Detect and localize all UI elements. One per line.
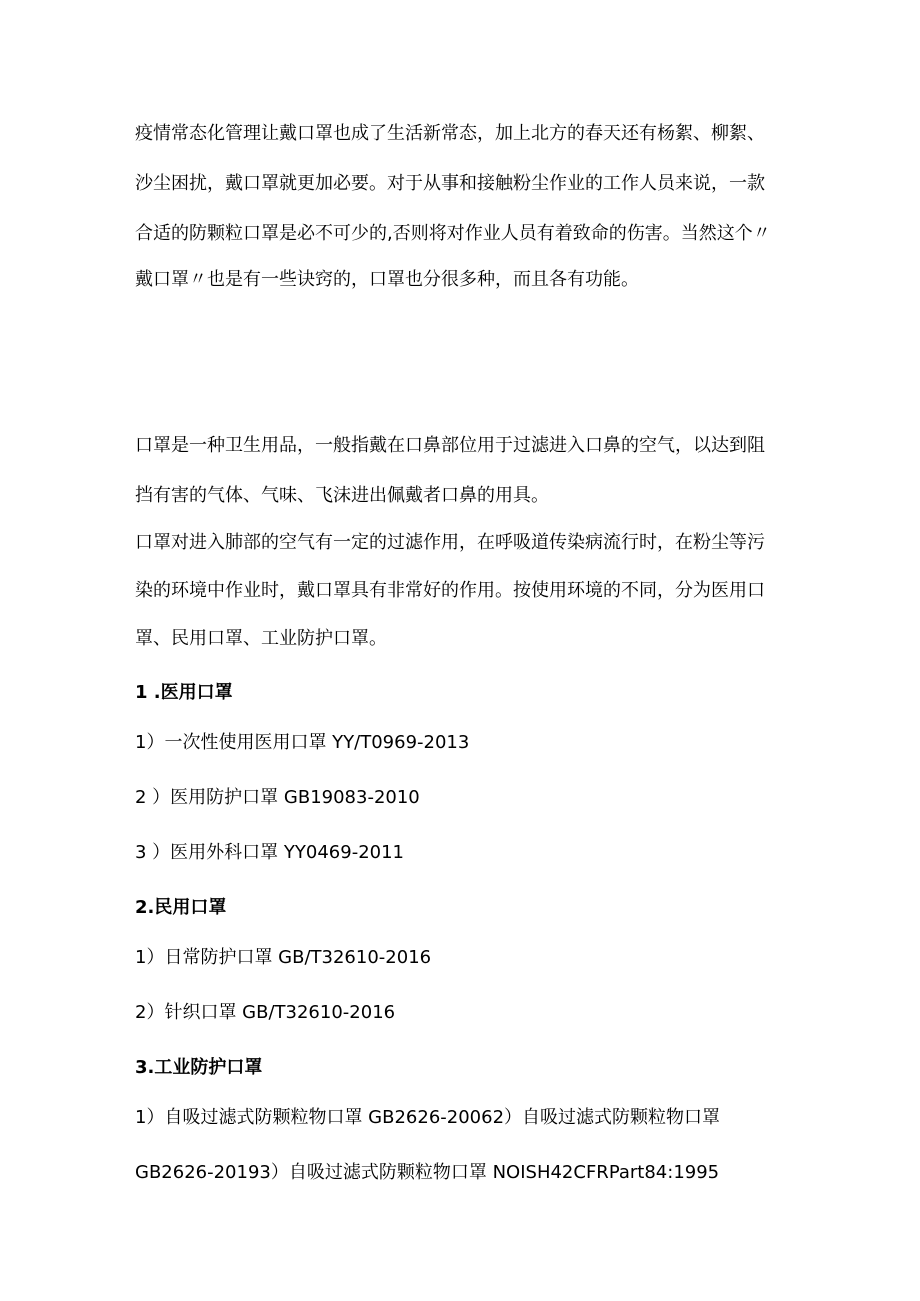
function-paragraph-line: 口罩对进入肺部的空气有一定的过滤作用，在呼吸道传染病流行时，在粉尘等污 — [135, 532, 765, 553]
intro-paragraph-line: 疫情常态化管理让戴口罩也成了生活新常态，加上北方的春天还有杨絮、柳絮、 — [135, 123, 765, 144]
section-heading-medical: 1 .医用口罩 — [135, 682, 233, 703]
intro-paragraph-line: 合适的防颗粒口罩是必不可少的,否则将对作业人员有着致命的伤害。当然这个〃 — [135, 223, 771, 244]
function-paragraph-line: 染的环境中作业时，戴口罩具有非常好的作用。按使用环境的不同，分为医用口 — [135, 580, 765, 601]
intro-paragraph-line: 沙尘困扰，戴口罩就更加必要。对于从事和接触粉尘作业的工作人员来说，一款 — [135, 173, 765, 194]
intro-paragraph-line: 戴口罩〃也是有一些诀窍的，口罩也分很多种，而且各有功能。 — [135, 269, 639, 290]
function-paragraph-line: 罩、民用口罩、工业防护口罩。 — [135, 628, 387, 649]
definition-paragraph-line: 口罩是一种卫生用品，一般指戴在口鼻部位用于过滤进入口鼻的空气，以达到阻 — [135, 435, 765, 456]
section-heading-civil: 2.民用口罩 — [135, 897, 227, 918]
list-item: 1）日常防护口罩 GB/T32610-2016 — [135, 947, 432, 968]
list-item: 2）针织口罩 GB/T32610-2016 — [135, 1002, 396, 1023]
section-heading-industrial: 3.工业防护口罩 — [135, 1057, 263, 1078]
list-item: 1）自吸过滤式防颗粒物口罩 GB2626-20062）自吸过滤式防颗粒物口罩 — [135, 1107, 721, 1128]
list-item: GB2626-20193）自吸过滤式防颗粒物口罩 NOISH42CFRPart84:1995 — [135, 1162, 720, 1183]
list-item: 1）一次性使用医用口罩 YY/T0969-2013 — [135, 732, 470, 753]
list-item: 3 ）医用外科口罩 YY0469-2011 — [135, 842, 404, 863]
list-item: 2 ）医用防护口罩 GB19083-2010 — [135, 787, 420, 808]
definition-paragraph-line: 挡有害的气体、气味、飞沫进出佩戴者口鼻的用具。 — [135, 485, 549, 506]
